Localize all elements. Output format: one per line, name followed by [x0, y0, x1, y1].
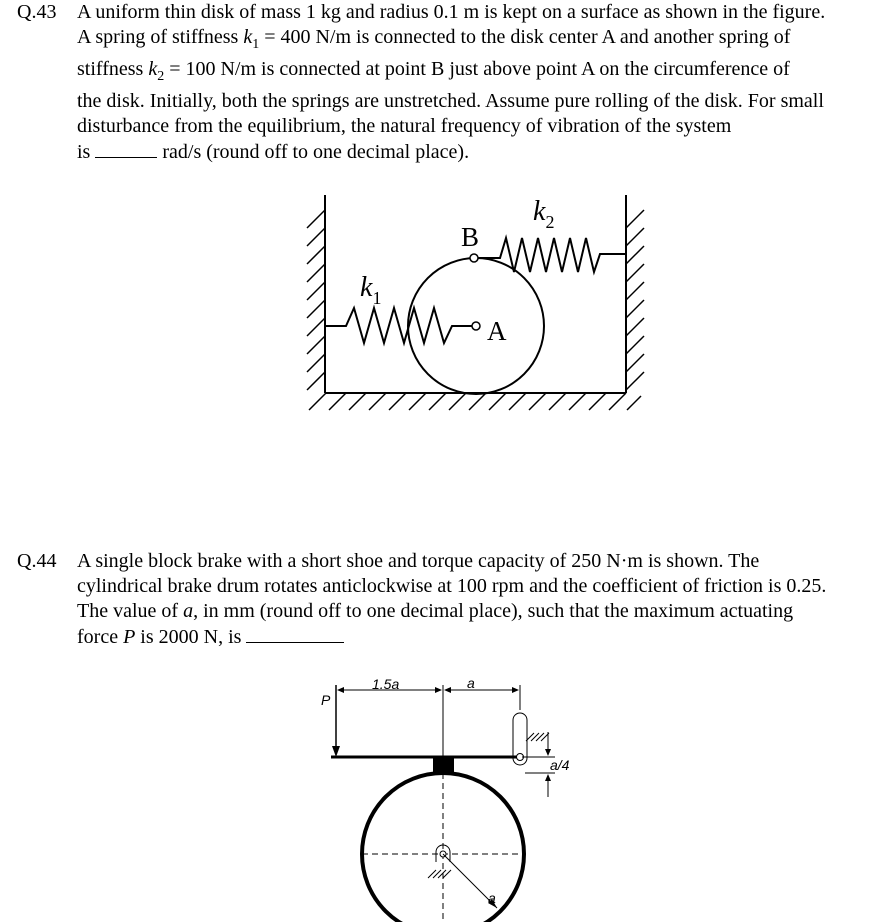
- q44-line4: force P is 2000 N, is: [77, 624, 872, 650]
- q43-line3: stiffness $k_2 = 100$ N/m is connected at point B just above point A on the circumference of: [77, 58, 790, 84]
- label-1-5a: 1.5a: [372, 676, 400, 692]
- q43-line2: A spring of stiffness $k_1 = 400$ N/m is connected to the disk center A and another spring of: [77, 26, 791, 52]
- fulcrum-hatching: [526, 733, 549, 741]
- label-a-radius: a: [488, 890, 496, 906]
- label-P: P: [321, 692, 331, 708]
- q43-line4: the disk. Initially, both the springs are unstretched. Assume pure rolling of the disk. For small: [77, 90, 824, 112]
- label-B: B: [461, 222, 480, 252]
- label-A: A: [487, 316, 507, 346]
- label-a-top: a: [467, 675, 475, 691]
- q43-line5: disturbance from the equilibrium, the natural frequency of vibration of the system: [77, 115, 732, 137]
- q43-line1: A uniform thin disk of mass 1 kg and radius 0.1 m is kept on a surface as shown in the figure.: [77, 1, 826, 23]
- q44-line2: cylindrical brake drum rotates anticlockwise at 100 rpm and the coefficient of friction is 0.25.: [77, 575, 827, 597]
- label-k1: $k_1$: [360, 272, 382, 308]
- q43-line6: is rad/s (round off to one decimal place).: [77, 141, 470, 163]
- force-P-arrowhead: [332, 746, 340, 757]
- label-k2: $k_2$: [533, 196, 555, 232]
- q43-number: Q.43: [17, 1, 57, 23]
- drum-pivot-hatching: [428, 870, 451, 878]
- q44-line3: The value of a, in mm (round off to one decimal place), such that the maximum actuating: [77, 600, 794, 622]
- q44-line1: A single block brake with a short shoe and torque capacity of 250 N·m is shown. The: [77, 550, 760, 572]
- label-a4: a/4: [550, 757, 570, 773]
- brake-shoe: [433, 757, 454, 773]
- q44-number: Q.44: [17, 550, 57, 572]
